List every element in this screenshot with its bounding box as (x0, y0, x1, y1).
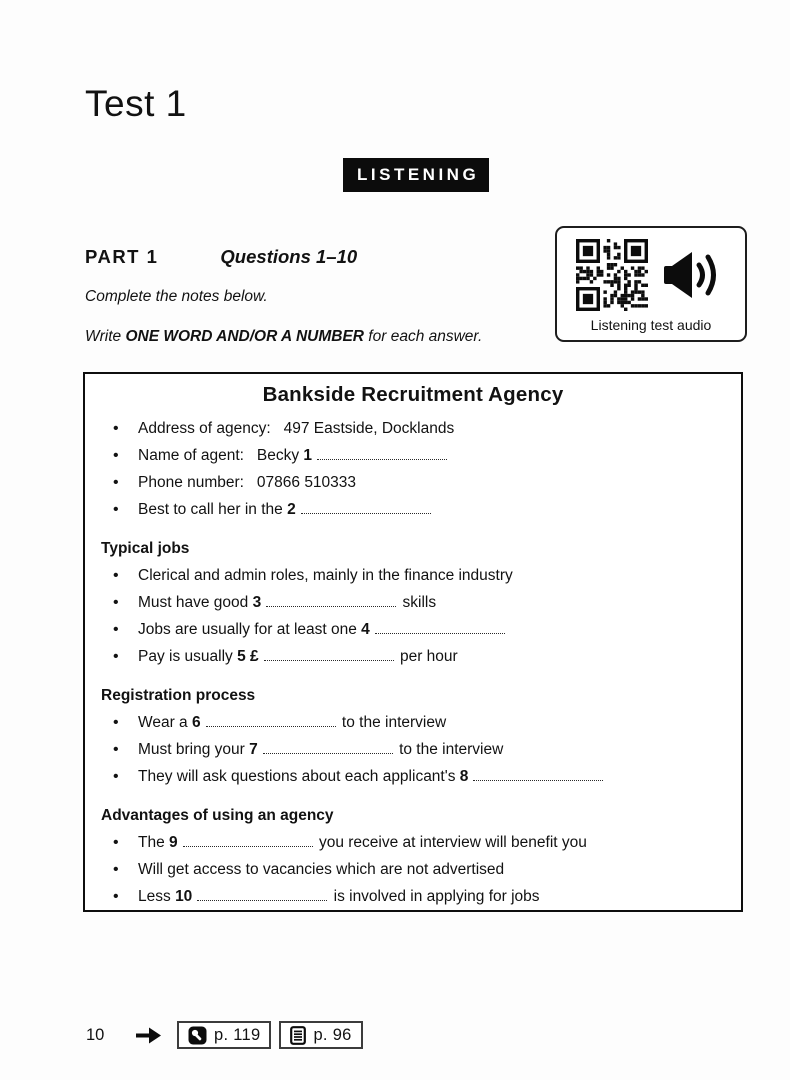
note-item (85, 562, 741, 589)
notes-content (85, 415, 741, 910)
answer-blank (263, 742, 393, 754)
note-item (85, 829, 741, 856)
arrow-right-icon (136, 1027, 163, 1044)
qr-code-icon (576, 239, 648, 311)
page-title: Test 1 (85, 83, 187, 124)
note-item (85, 469, 741, 496)
answer-blank (266, 595, 396, 607)
instruction-suffix: for each answer. (364, 328, 483, 345)
answer-key-page-link (177, 1021, 271, 1049)
question-number: 6 (192, 714, 201, 731)
note-text: Best to call her in the (138, 501, 288, 518)
question-number: 9 (169, 834, 178, 851)
notes-title: Bankside Recruitment Agency (262, 383, 564, 406)
answer-blank (206, 715, 336, 727)
audio-box (555, 226, 747, 342)
note-item (85, 856, 741, 883)
question-number: 4 (361, 621, 370, 638)
note-item (85, 589, 741, 616)
answer-blank (375, 622, 505, 634)
part-label: PART 1 (85, 246, 159, 267)
note-item (85, 616, 741, 643)
answer-blank (301, 502, 431, 514)
speaker-icon (662, 249, 726, 301)
notes-section-heading: Typical jobs (101, 540, 190, 557)
question-number: 7 (249, 741, 258, 758)
question-number: 3 (252, 594, 262, 611)
note-text: per hour (395, 648, 458, 665)
note-text: Will get access to vacancies which are not advertised (138, 861, 505, 878)
note-text: Jobs are usually for at least one (138, 621, 362, 638)
instruction-bold: ONE WORD AND/OR A NUMBER (125, 328, 364, 345)
note-text: Pay is usually (138, 648, 238, 665)
audio-box-row (557, 239, 745, 311)
note-text: you receive at interview will benefit you (314, 834, 587, 851)
page-link-label: p. 119 (214, 1025, 261, 1044)
note-item (85, 763, 741, 790)
footer (86, 1021, 363, 1049)
note-text: Must bring your (138, 741, 250, 758)
note-text: Address of agency: 497 Eastside, Docklands (138, 420, 455, 437)
answer-blank (264, 649, 394, 661)
note-item (85, 736, 741, 763)
question-number: 8 (459, 768, 469, 785)
question-number: 5 £ (237, 648, 259, 665)
question-number: 10 (175, 888, 193, 905)
question-number: 2 (287, 501, 296, 518)
audio-caption: Listening test audio (590, 317, 712, 333)
note-text: Must have good (138, 594, 253, 611)
note-item (85, 415, 741, 442)
answer-blank (183, 835, 313, 847)
page-number: 10 (86, 1025, 105, 1044)
transcript-page-link (279, 1021, 362, 1049)
notes-box (83, 372, 743, 912)
instruction-line-2 (85, 328, 482, 346)
note-item (85, 883, 741, 910)
question-number: 1 (303, 447, 313, 464)
note-text: The (138, 834, 170, 851)
note-text: Less (138, 888, 176, 905)
listening-banner: LISTENING (343, 158, 489, 192)
note-text: Name of agent: Becky (138, 447, 304, 464)
transcript-icon (290, 1026, 306, 1045)
page-link-label: p. 96 (313, 1025, 352, 1044)
note-text: skills (398, 594, 437, 611)
note-item (85, 709, 741, 736)
note-item (85, 496, 741, 523)
note-text: Phone number: 07866 510333 (138, 474, 357, 491)
note-text: to the interview (394, 741, 504, 758)
questions-range-label: Questions 1–10 (220, 246, 358, 267)
notes-section-heading: Advantages of using an agency (101, 807, 334, 824)
notes-section-heading: Registration process (101, 687, 256, 704)
note-text: They will ask questions about each applicant's (138, 768, 460, 785)
note-item (85, 442, 741, 469)
instruction-line-1: Complete the notes below. (85, 288, 268, 305)
answer-blank (197, 889, 327, 901)
part-heading (85, 246, 357, 268)
note-text: Wear a (138, 714, 192, 731)
answer-blank (473, 769, 603, 781)
note-text: to the interview (337, 714, 447, 731)
note-text: Clerical and admin roles, mainly in the finance industry (138, 567, 513, 584)
answer-key-icon (188, 1026, 207, 1045)
note-item (85, 643, 741, 670)
note-text: is involved in applying for jobs (329, 888, 540, 905)
answer-blank (317, 448, 447, 460)
instruction-prefix: Write (85, 328, 126, 345)
